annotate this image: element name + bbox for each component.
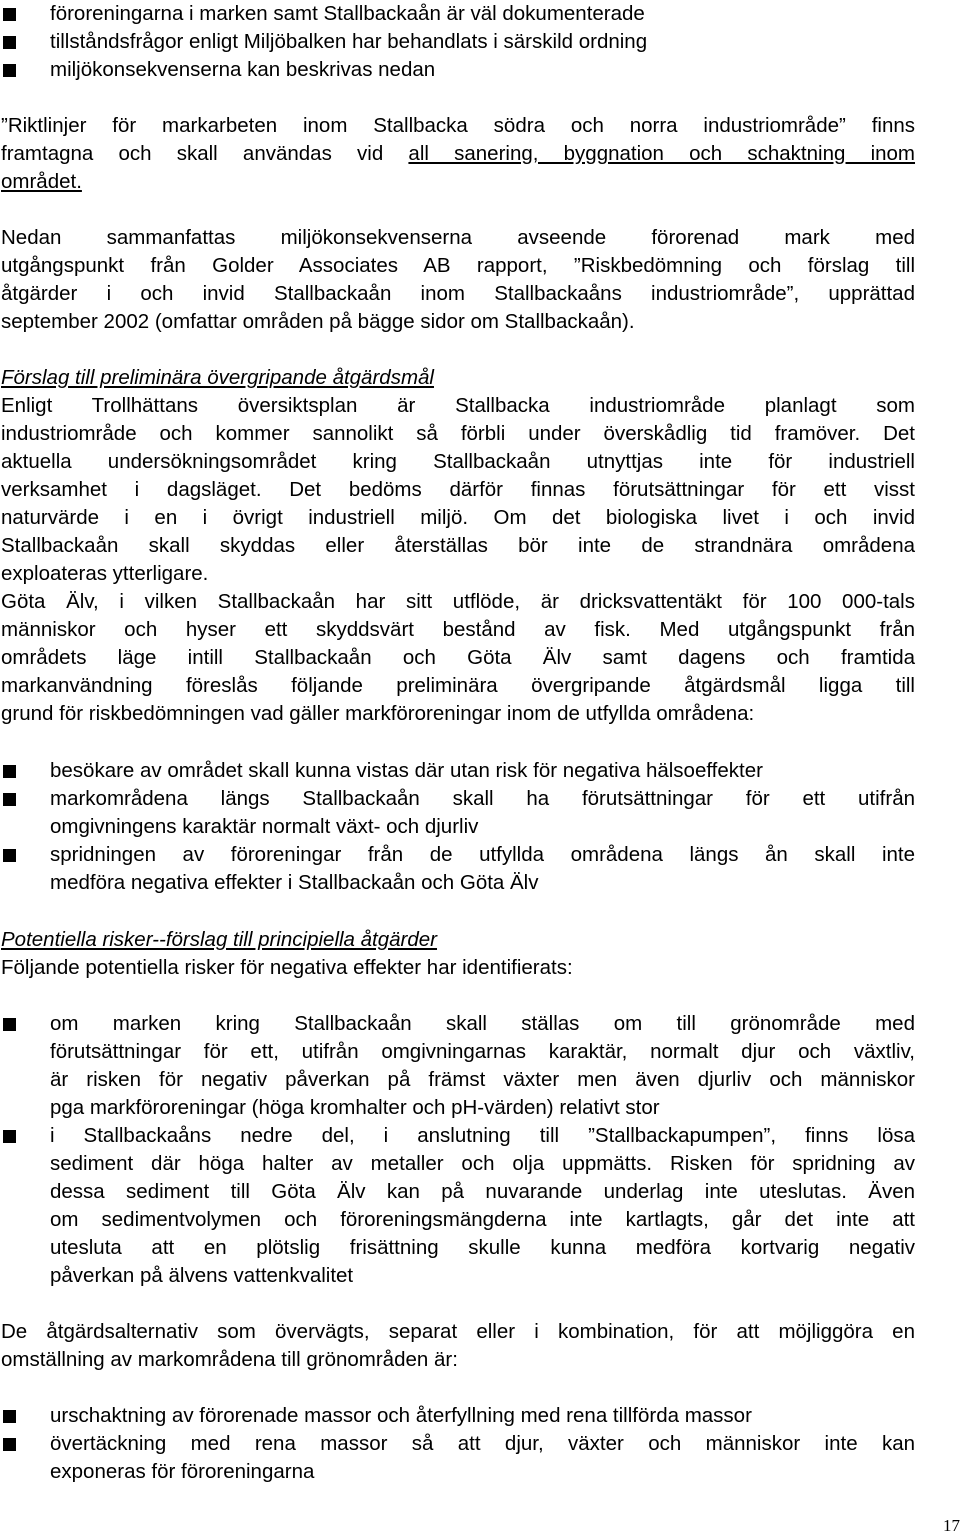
- nedan-paragraph: Nedan sammanfattas miljökonsekvenserna avseende förorenad mark med utgångspunkt från Golder Associates AB rapport, ”Riskbedömning och förslag till åtgärder i och invid Stallbackaån inom Stallbackaåns industriområde”, upprättad september 2002 (omfattar områden på bägge sidor om Stallbackaån).: [1, 226, 915, 333]
- square-bullet-icon: [3, 1438, 16, 1451]
- square-bullet-icon: [3, 64, 16, 77]
- square-bullet-icon: [3, 849, 16, 862]
- section-potential-risks: Potentiella risker--förslag till principiella åtgärder Följande potentiella risker för negativa effekter har identifierats:: [1, 926, 915, 982]
- list-item: om marken kring Stallbackaån skall ställas om till grönområde med förutsättningar för ett, utifrån omgivningarnas karaktär, normalt djur och växtliv, är risken för negativ påverkan på främst växter men även djurliv och människor pga markföroreningar (höga kromhalter och pH-värden) relativt stor: [1, 1010, 915, 1122]
- paragraph-line: framtagna och skall användas vid all sanering, byggnation och schaktning inom: [1, 142, 916, 165]
- underlined-text: området.: [1, 170, 82, 193]
- square-bullet-icon: [3, 1018, 16, 1031]
- list-item: i Stallbackaåns nedre del, i anslutning till ”Stallbackapumpen”, finns lösa sediment där höga halter av metaller och olja uppmätts. Risken för spridning av dessa sediment till Göta Älv kan på nuvarande underlag inte uteslutas. Även om sedimentvolymen och föroreningsmängderna inte kartlagts, går det inte att utesluta att en plötslig frisättning skulle kunna medföra kortvarig negativ påverkan på älvens vattenkvalitet: [1, 1122, 915, 1290]
- alternatives-list: [1, 1402, 915, 1486]
- list-item: föroreningarna i marken samt Stallbackaån är väl dokumenterade: [1, 0, 915, 28]
- square-bullet-icon: [3, 765, 16, 778]
- list-item: miljökonsekvenserna kan beskrivas nedan: [1, 56, 915, 84]
- section-heading: Förslag till preliminära övergripande åtgärdsmål: [1, 366, 434, 389]
- page-number: 17: [943, 1516, 960, 1535]
- underlined-text: all sanering, byggnation och schaktning inom: [408, 142, 916, 165]
- list-item: besökare av området skall kunna vistas där utan risk för negativa hälsoeffekter: [1, 757, 915, 785]
- section-preliminary-goals: Förslag till preliminära övergripande åtgärdsmål Enligt Trollhättans översiktsplan är Stallbacka industriområde planlagt som industriområde och kommer sannolikt så förbli under överskådlig tid framöver. Det aktuella undersökningsområdet kring Stallbackaån utnyttjas inte för industriell verksamhet i dagsläget. Det bedöms därför finnas förutsättningar för ett visst naturvärde i en i övrigt industriell miljö. Om det biologiska livet i och invid Stallbackaån skall skyddas eller återställas bör inte de strandnära områdena exploateras ytterligare. Göta Älv, i vilken Stallbackaån har sitt utflöde, är dricksvattentäkt för 100 000-tals människor och hyser ett skyddsvärt bestånd av fisk. Med utgångspunkt från områdets läge intill Stallbackaån och Göta Älv samt dagens och framtida markanvändning föreslås följande preliminära övergripande åtgärdsmål ligga till grund för riskbedömningen vad gäller markföroreningar inom de utfyllda områdena:: [1, 366, 915, 725]
- list-item: övertäckning med rena massor så att djur, växter och människor inte kan exponeras för föroreningarna: [1, 1430, 915, 1486]
- paragraph-line: ”Riktlinjer för markarbeten inom Stallbacka södra och norra industriområde” finns: [1, 114, 915, 137]
- list-item: tillståndsfrågor enligt Miljöbalken har behandlats i särskild ordning: [1, 28, 915, 56]
- square-bullet-icon: [3, 1130, 16, 1143]
- square-bullet-icon: [3, 793, 16, 806]
- paragraph-line: [1, 168, 915, 196]
- square-bullet-icon: [3, 1410, 16, 1423]
- list-item: urschaktning av förorenade massor och återfyllning med rena tillförda massor: [1, 1402, 915, 1430]
- square-bullet-icon: [3, 8, 16, 21]
- square-bullet-icon: [3, 36, 16, 49]
- list-item: spridningen av föroreningar från de utfyllda områdena längs ån skall inte medföra negativa effekter i Stallbackaån och Göta Älv: [1, 841, 915, 897]
- section-heading: Potentiella risker--förslag till principiella åtgärder: [1, 928, 438, 951]
- list-item: markområdena längs Stallbackaån skall ha förutsättningar för ett utifrån omgivningens karaktär normalt växt- och djurliv: [1, 785, 915, 841]
- riktlinjer-paragraph: [1, 112, 915, 196]
- alternatives-paragraph: De åtgärdsalternativ som övervägts, separat eller i kombination, för att möjliggöra en omställning av markområdena till grönområden är:: [1, 1320, 915, 1371]
- risks-list: [1, 1010, 915, 1290]
- goals-list: [1, 757, 915, 897]
- top-bullet-list: [1, 0, 915, 84]
